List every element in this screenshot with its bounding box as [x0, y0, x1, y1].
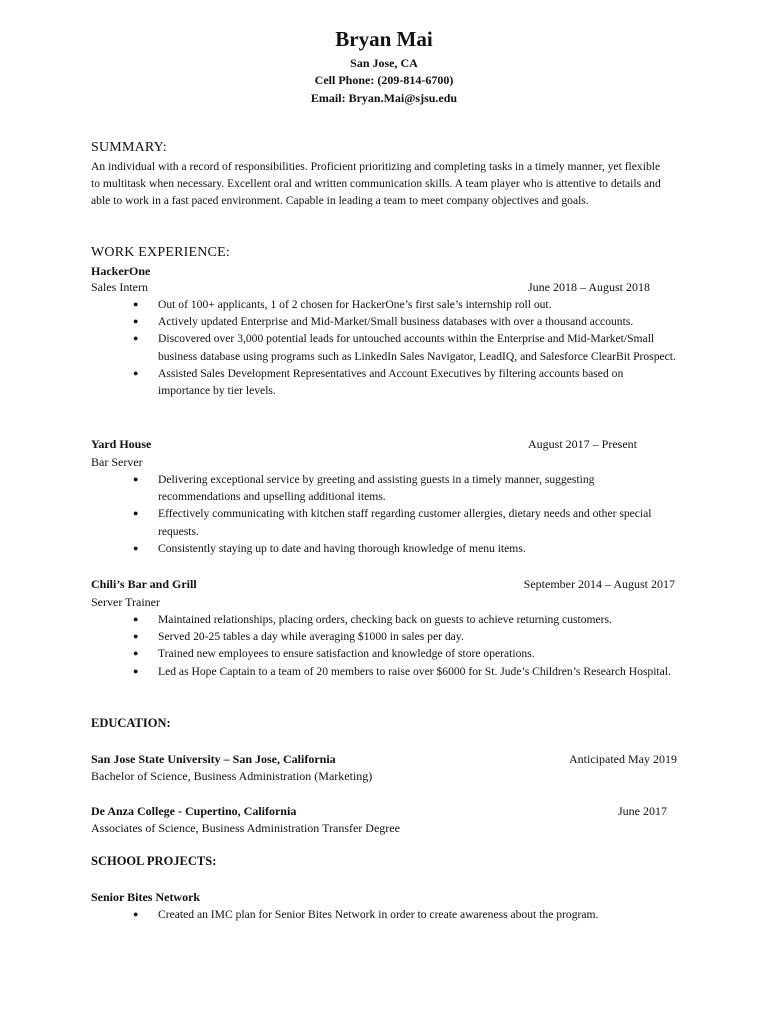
job-role: Sales Intern — [91, 280, 148, 294]
school-degree: Associates of Science, Business Administration Transfer Degree — [91, 821, 400, 835]
job-bullets — [133, 296, 678, 399]
bullet-icon: ● — [133, 631, 139, 642]
bullet-icon: ● — [133, 508, 139, 519]
bullet-item: ● Created an IMC plan for Senior Bites Network in order to create awareness about the program. — [133, 906, 678, 923]
job-org: Yard House — [91, 437, 152, 451]
school-degree: Bachelor of Science, Business Administration (Marketing) — [91, 769, 373, 783]
school-date: June 2017 — [618, 804, 667, 818]
job-role: Server Trainer — [91, 595, 160, 609]
bullet-icon: ● — [133, 299, 139, 309]
bullet-item: ● Discovered over 3,000 potential leads for untouched accounts within the Enterprise and Mid-Market/Small business database using programs such as LinkedIn Sales Navigator, LeadIQ, and Salesforce ClearBit Prospect. — [133, 332, 676, 363]
bullet-item: ● Trained new employees to ensure satisfaction and knowledge of store operations. — [133, 645, 678, 662]
job-org: Chili’s Bar and Grill — [91, 577, 197, 591]
location: San Jose, CA — [350, 56, 418, 70]
bullet-icon: ● — [133, 474, 139, 484]
job-bullets — [133, 611, 678, 680]
bullet-item: ● Out of 100+ applicants, 1 of 2 chosen for HackerOne’s first sale’s internship roll out. — [133, 296, 678, 313]
bullet-item: ● Assisted Sales Development Representatives and Account Executives by filtering accounts based on importance by tier levels. — [133, 366, 624, 398]
school-name: San Jose State University – San Jose, California — [91, 752, 336, 766]
bullet-icon: ● — [133, 909, 139, 919]
phone: Cell Phone: (209-814-6700) — [314, 73, 454, 87]
bullet-item: ● Maintained relationships, placing orders, checking back on guests to achieve returning customers. — [133, 611, 678, 628]
job-dates: August 2017 – Present — [528, 437, 637, 451]
bullet-item: ● Served 20-25 tables a day while averaging $1000 in sales per day. — [133, 628, 678, 645]
job-dates: September 2014 – August 2017 — [523, 577, 675, 591]
bullet-item: ● Led as Hope Captain to a team of 20 members to raise over $6000 for St. Jude’s Children’s Research Hospital. — [133, 663, 678, 680]
summary-heading: SUMMARY: — [91, 140, 167, 155]
project-name: Senior Bites Network — [91, 890, 201, 904]
job-bullets — [133, 471, 673, 557]
bullet-item: ● Effectively communicating with kitchen staff regarding customer allergies, dietary needs and other special requests. — [133, 507, 652, 538]
bullet-icon: ● — [133, 614, 139, 624]
school-projects-heading: SCHOOL PROJECTS: — [91, 854, 217, 868]
job-org: HackerOne — [91, 264, 151, 278]
summary-text: An individual with a record of responsibilities. Proficient prioritizing and completing tasks in a timely manner, yet flexible to multitask when necessary. Excellent oral and written communication skills. A team player who is attentive to details and able to work in a fast paced environment. Capable in leading a team to meet company objectives and goals. — [91, 160, 661, 208]
project-bullets — [133, 906, 678, 923]
education-heading: EDUCATION: — [91, 716, 171, 730]
work-experience-heading: WORK EXPERIENCE: — [91, 245, 230, 260]
school-name: De Anza College - Cupertino, California — [91, 804, 297, 818]
candidate-name: Bryan Mai — [335, 27, 433, 51]
job-dates: June 2018 – August 2018 — [527, 280, 650, 294]
bullet-icon: ● — [133, 333, 139, 344]
bullet-icon: ● — [133, 367, 139, 378]
bullet-item: ● Consistently staying up to date and having thorough knowledge of menu items. — [133, 540, 673, 557]
bullet-icon: ● — [133, 542, 139, 553]
bullet-icon: ● — [133, 665, 139, 676]
job-role: Bar Server — [91, 455, 143, 469]
bullet-item: ● Delivering exceptional service by greeting and assisting guests in a timely manner, suggesting recommendations and upselling additional items. — [133, 473, 595, 504]
bullet-item: ● Actively updated Enterprise and Mid-Market/Small business databases with over a thousand accounts. — [133, 313, 678, 330]
bullet-icon: ● — [133, 648, 139, 659]
bullet-icon: ● — [133, 316, 139, 327]
school-date: Anticipated May 2019 — [569, 752, 677, 766]
email: Email: Bryan.Mai@sjsu.edu — [310, 91, 458, 105]
